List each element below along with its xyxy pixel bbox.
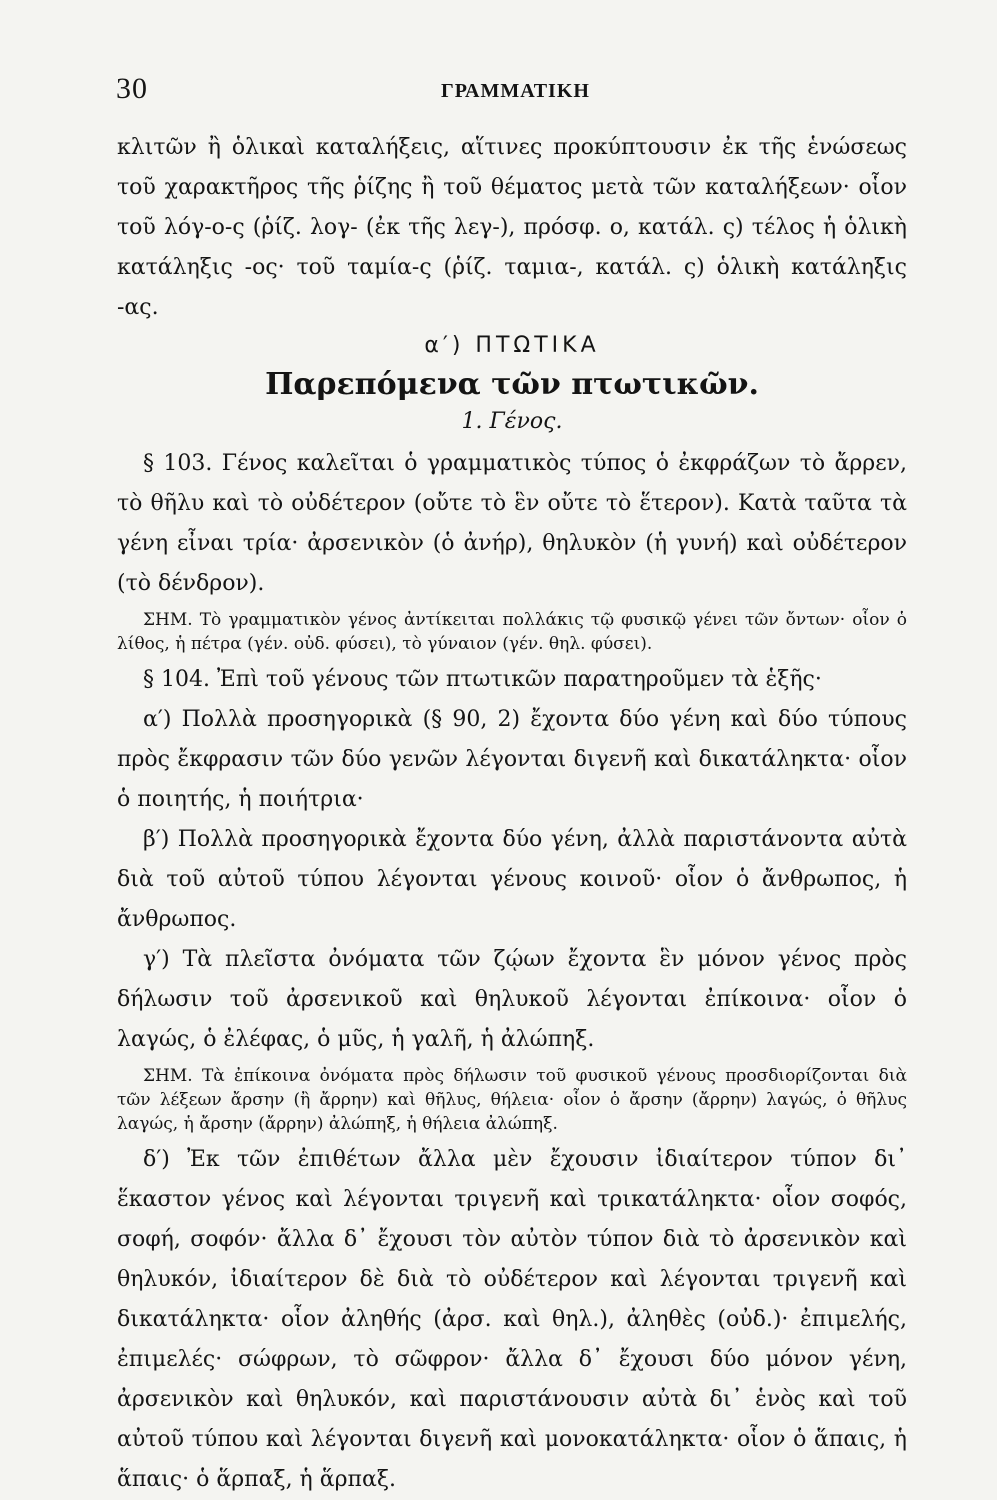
paragraph-104-a: α′) Πολλὰ προσηγορικὰ (§ 90, 2) ἔχοντα δύο γένη καὶ δύο τύπους πρὸς ἔκφρασιν τῶν δύο γενῶν λέγονται διγενῆ καὶ δικατάληκτα· οἷον ὁ ποιητής, ἡ ποιήτρια· xyxy=(117,707,907,812)
page-number: 30 xyxy=(116,72,148,105)
subsection-heading: 1. Γένος. xyxy=(461,409,563,434)
paragraph-103: § 103. Γένος καλεῖται ὁ γραμματικὸς τύπος ὁ ἐκφράζων τὸ ἄρρεν, τὸ θῆλυ καὶ τὸ οὐδέτερον (οὔτε τὸ ἓν οὔτε τὸ ἕτερον). Κατὰ ταῦτα τὰ γένη εἶναι τρία· ἀρσενικὸν (ὁ ἀνήρ), θηλυκὸν (ἡ γυνή) καὶ οὐδέτερον (τὸ δένδρον). xyxy=(117,451,907,596)
note-103: ΣΗΜ. Τὸ γραμματικὸν γένος ἀντίκειται πολλάκις τῷ φυσικῷ γένει τῶν ὄντων· οἷον ὁ λίθος, ἡ πέτρα (γέν. οὐδ. φύσει), τὸ γύναιον (γέν. θηλ. φύσει). xyxy=(117,610,907,654)
running-title: ΓΡΑΜΜΑΤΙΚΗ xyxy=(441,80,590,102)
page-body xyxy=(117,128,907,1500)
section-label: α′) ΠΤΩΤΙΚΑ xyxy=(424,333,600,358)
section-heading: Παρεπόμενα τῶν πτωτικῶν. xyxy=(265,367,759,402)
intro-paragraph: κλιτῶν ἢ ὁλικαὶ καταλήξεις, αἵτινες προκύπτουσιν ἐκ τῆς ἑνώσεως τοῦ χαρακτῆρος τῆς ῥίζης ἢ τοῦ θέματος μετὰ τῶν καταλήξεων· οἷον τοῦ λόγ-ο-ς (ῥίζ. λογ- (ἐκ τῆς λεγ-), πρόσφ. ο, κατάλ. ς) τέλος ἡ ὁλικὴ κατάληξις -ος· τοῦ ταμία-ς (ῥίζ. ταμια-, κατάλ. ς) ὁλικὴ κατάληξις -ας. xyxy=(117,135,907,320)
paragraph-104-c: γ′) Τὰ πλεῖστα ὀνόματα τῶν ζῴων ἔχοντα ἓν μόνον γένος πρὸς δήλωσιν τοῦ ἀρσενικοῦ καὶ θηλυκοῦ λέγονται ἐπίκοινα· οἷον ὁ λαγώς, ὁ ἐλέφας, ὁ μῦς, ἡ γαλῆ, ἡ ἀλώπηξ. xyxy=(117,947,907,1052)
paragraph-104-b: β′) Πολλὰ προσηγορικὰ ἔχοντα δύο γένη, ἀλλὰ παριστάνοντα αὐτὰ διὰ τοῦ αὐτοῦ τύπου λέγονται γένους κοινοῦ· οἷον ὁ ἄνθρωπος, ἡ ἄνθρωπος. xyxy=(117,827,907,932)
page-header xyxy=(0,72,997,112)
paragraph-104: § 104. Ἐπὶ τοῦ γένους τῶν πτωτικῶν παρατηροῦμεν τὰ ἑξῆς· xyxy=(143,667,822,692)
note-104-c: ΣΗΜ. Τὰ ἐπίκοινα ὀνόματα πρὸς δήλωσιν τοῦ φυσικοῦ γένους προσδιορίζονται διὰ τῶν λέξεων ἄρσην (ἢ ἄρρην) καὶ θῆλυς, θήλεια· οἷον ὁ ἄρσην (ἄρρην) λαγώς, ὁ θῆλυς λαγώς, ἡ ἄρσην (ἄρρην) ἀλώπηξ, ἡ θήλεια ἀλώπηξ. xyxy=(117,1066,907,1134)
paragraph-104-d: δ′) Ἐκ τῶν ἐπιθέτων ἄλλα μὲν ἔχουσιν ἰδιαίτερον τύπον δι᾽ ἕκαστον γένος καὶ λέγονται τριγενῆ καὶ τρικατάληκτα· οἷον σοφός, σοφή, σοφόν· ἄλλα δ᾽ ἔχουσι τὸν αὐτὸν τύπον διὰ τὸ ἀρσενικὸν καὶ θηλυκόν, ἰδιαίτερον δὲ διὰ τὸ οὐδέτερον καὶ λέγονται τριγενῆ καὶ δικατάληκτα· οἷον ἀληθής (ἀρσ. καὶ θηλ.), ἀληθὲς (οὐδ.)· ἐπιμελής, ἐπιμελές· σώφρων, τὸ σῶφρον· ἄλλα δ᾽ ἔχουσι δύο μόνον γένη, ἀρσενικὸν καὶ θηλυκόν, καὶ παριστάνουσιν αὐτὰ δι᾽ ἑνὸς καὶ τοῦ αὐτοῦ τύπου καὶ λέγονται διγενῆ καὶ μονοκατάληκτα· οἷον ὁ ἅπαις, ἡ ἅπαις· ὁ ἅρπαξ, ἡ ἅρπαξ. xyxy=(117,1147,907,1492)
